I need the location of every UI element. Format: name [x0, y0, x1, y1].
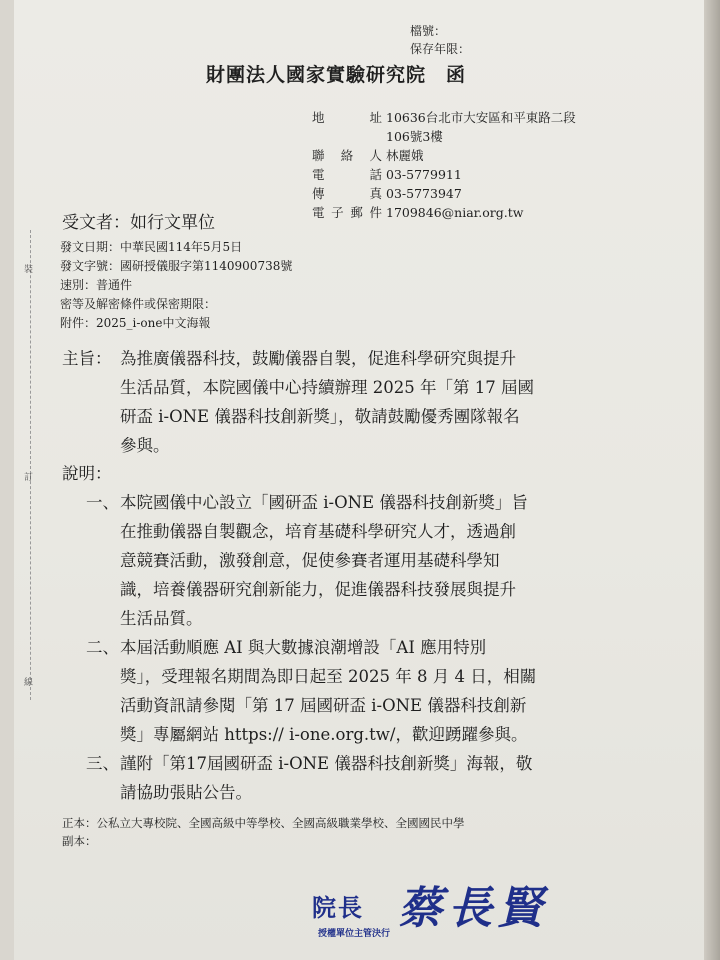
- file-number-label: 檔號：: [410, 24, 447, 38]
- contact-row: [312, 184, 576, 203]
- item-number: 二、: [86, 638, 119, 657]
- contact-value: 03-5773947: [386, 186, 462, 201]
- document-meta: [60, 238, 292, 333]
- contact-row: [312, 127, 576, 146]
- item-line: 本屆活動順應 AI 與大數據浪潮增設「AI 應用特別: [120, 638, 487, 657]
- signature-name: 蔡長賢: [398, 883, 548, 934]
- item-line: 獎」，受理報名期間為即日起至 2025 年 8 月 4 日，相關: [120, 667, 537, 686]
- subject-line: 研盃 i-ONE 儀器科技創新獎」，敬請鼓勵優秀團隊報名: [120, 407, 520, 426]
- contact-label: 地 址: [312, 110, 382, 125]
- margin-mark: 訂: [24, 473, 34, 483]
- subject-text: [120, 344, 620, 460]
- subject-line: 為推廣儀器科技，鼓勵儀器自製，促進科學研究與提升: [120, 349, 516, 368]
- explanation-label: 說明：: [62, 464, 112, 483]
- item-line: 活動資訊請參閱「第 17 屆國研盃 i-ONE 儀器科技創新: [120, 696, 527, 715]
- speed-class: 速別：普通件: [60, 278, 133, 292]
- cc-recipients: 副本：: [62, 834, 97, 848]
- contact-row: [312, 203, 576, 222]
- subject-label: 主旨：: [62, 349, 112, 368]
- document-title: 財團法人國家實驗研究院 函: [206, 64, 467, 86]
- contact-value: 106號3樓: [386, 129, 443, 144]
- contact-label: 傳 真: [312, 186, 382, 201]
- contact-row: [312, 108, 576, 127]
- attachment: 附件：2025_i-one中文海報: [60, 316, 211, 330]
- item-line: 意競賽活動，激發創意，促使參賽者運用基礎科學知: [120, 551, 500, 570]
- issue-date: 發文日期：中華民國114年5月5日: [60, 240, 243, 254]
- item-line: 本院國儀中心設立「國研盃 i-ONE 儀器科技創新獎」旨: [120, 493, 528, 512]
- contact-value: 林麗娥: [386, 148, 424, 163]
- document-number: 發文字號：國研授儀服字第1140900738號: [60, 259, 293, 273]
- item-line: 識，培養儀器研究創新能力，促進儀器科技發展與提升: [120, 580, 516, 599]
- contact-label: 電子郵件: [312, 205, 382, 220]
- explanation-item: [120, 633, 620, 749]
- contact-value: 03-5779911: [386, 167, 462, 182]
- binding-line: [30, 230, 31, 700]
- contact-label: 聯 絡 人: [312, 148, 382, 163]
- contact-label: [312, 127, 382, 146]
- explanation-item: [120, 749, 620, 807]
- margin-mark: 裝: [24, 265, 34, 275]
- item-number: 一、: [86, 493, 119, 512]
- main-recipients: 正本：公私立大專校院、全國高級中等學校、全國高級職業學校、全國國民中學: [62, 816, 465, 830]
- signature-note: 授權單位主管決行: [318, 929, 391, 939]
- signature-title: 院長: [312, 893, 364, 922]
- contact-row: [312, 165, 576, 184]
- item-line: 獎」專屬網站 https:// i-one.org.tw/，歡迎踴躍參與。: [120, 725, 528, 744]
- page-edge-shadow: [704, 0, 720, 960]
- item-number: 三、: [86, 754, 119, 773]
- retention-period-label: 保存年限：: [410, 42, 471, 56]
- subject-line: 參與。: [120, 436, 170, 455]
- contact-value: 10636台北市大安區和平東路二段: [386, 110, 576, 125]
- contact-info: [312, 108, 576, 222]
- confidentiality: 密等及解密條件或保密期限：: [60, 297, 217, 311]
- margin-mark: 線: [24, 678, 34, 688]
- recipient: 受文者：如行文單位: [62, 213, 215, 233]
- subject-line: 生活品質，本院國儀中心持續辦理 2025 年「第 17 屆國: [120, 378, 534, 397]
- contact-row: [312, 146, 576, 165]
- contact-label: 電 話: [312, 167, 382, 182]
- item-line: 生活品質。: [120, 609, 203, 628]
- item-line: 在推動儀器自製觀念，培育基礎科學研究人才，透過創: [120, 522, 516, 541]
- item-line: 謹附「第17屆國研盃 i-ONE 儀器科技創新獎」海報，敬: [120, 754, 533, 773]
- contact-value: 1709846@niar.org.tw: [386, 205, 524, 220]
- explanation-item: [120, 488, 620, 633]
- item-line: 請協助張貼公告。: [120, 783, 252, 802]
